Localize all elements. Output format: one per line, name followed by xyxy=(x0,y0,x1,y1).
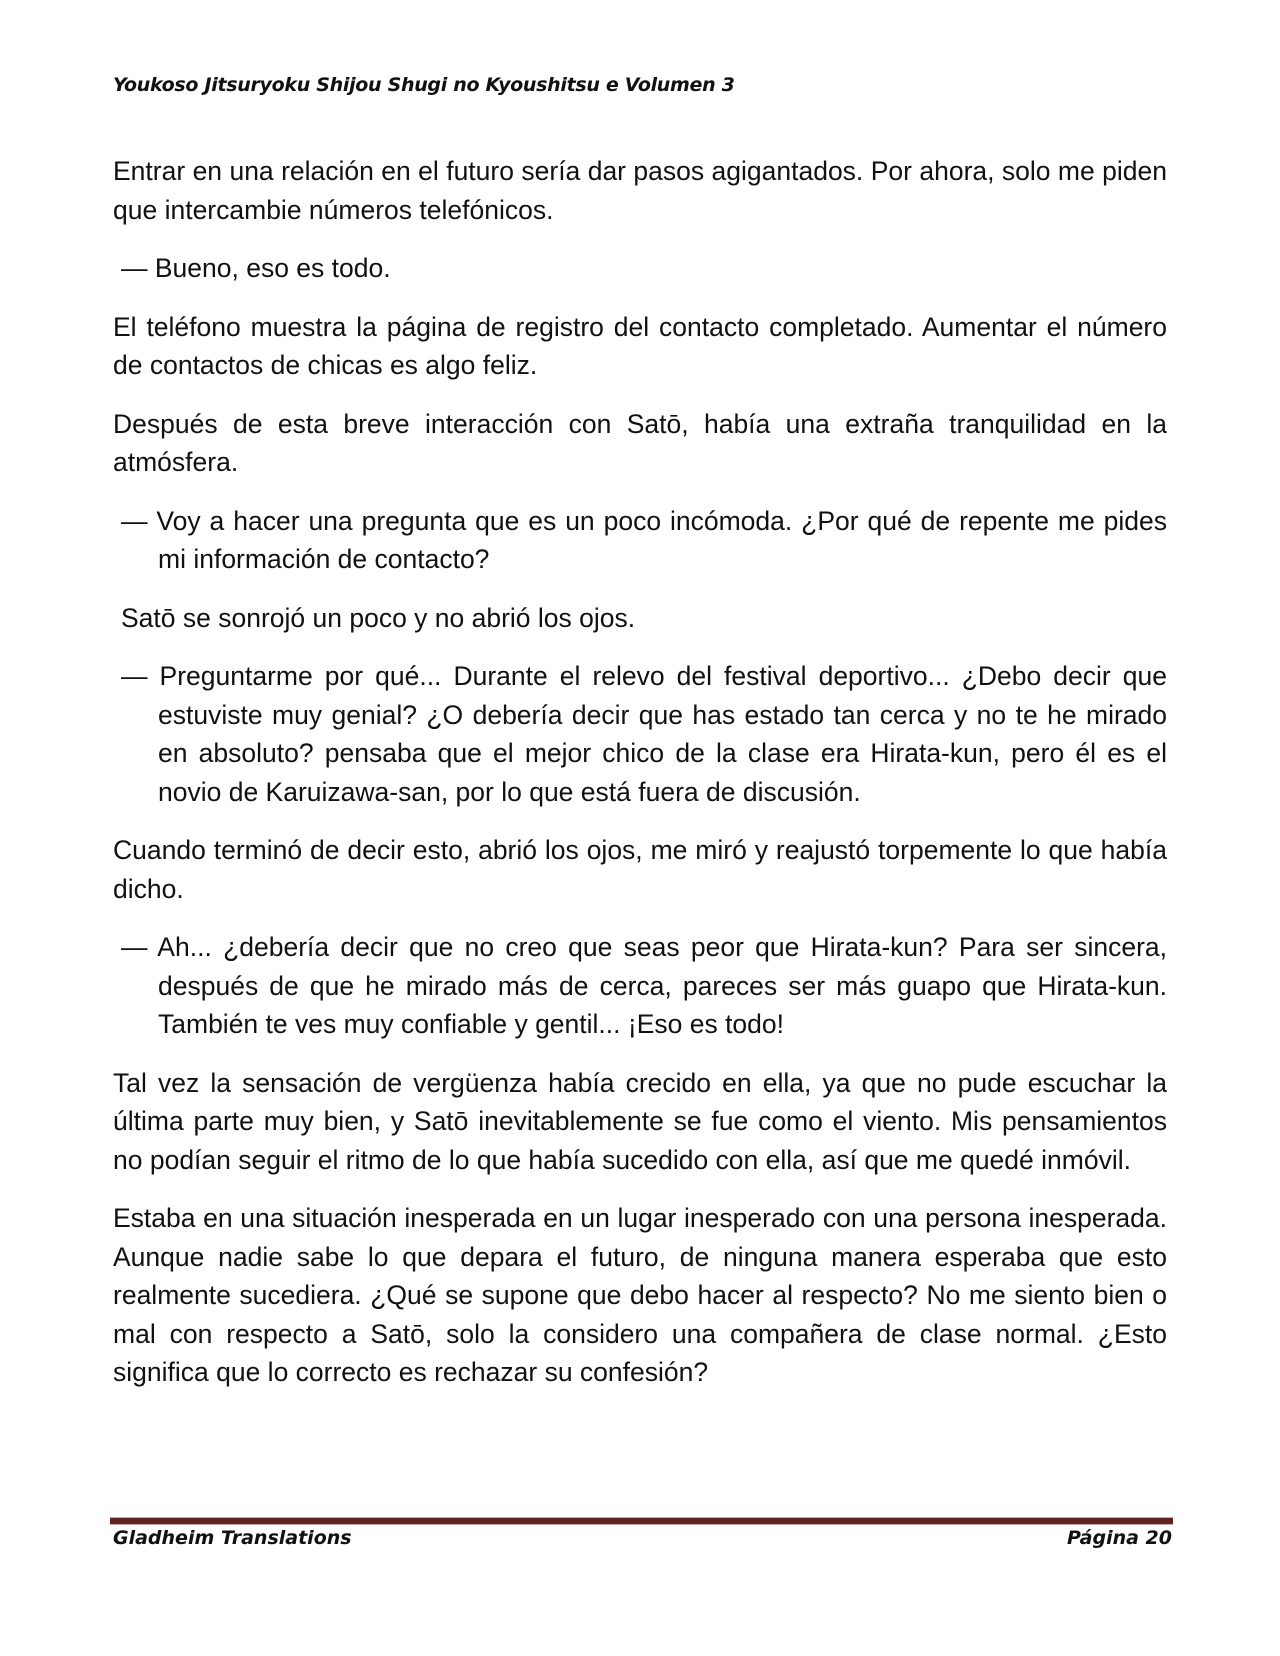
paragraph: Entrar en una relación en el futuro sería dar pasos agigantados. Por ahora, solo me piden que intercambie números telefónicos. xyxy=(113,156,1167,225)
dialog-line: — Voy a hacer una pregunta que es un poco incómoda. ¿Por qué de repente me pides mi información de contacto? xyxy=(121,505,1167,574)
running-header: Youkoso Jitsuryoku Shijou Shugi no Kyoushitsu e Volumen 3 xyxy=(113,74,735,96)
dialog-line: — Bueno, eso es todo. xyxy=(121,253,391,283)
paragraph: Después de esta breve interacción con Satō, había una extraña tranquilidad en la atmósfera. xyxy=(113,408,1167,477)
paragraph: Satō se sonrojó un poco y no abrió los ojos. xyxy=(121,602,636,633)
dialog-line: — Preguntarme por qué... Durante el relevo del festival deportivo... ¿Debo decir que estuviste muy genial? ¿O debería decir que has estado tan cerca y no te he mirado en absoluto? pensaba que el mejor chico de la clase era Hirata-kun, pero él es el novio de Karuizawa-san, por lo que está fuera de discusión. xyxy=(121,661,1167,807)
body-text xyxy=(113,152,1167,1412)
paragraph: Estaba en una situación inesperada en un lugar inesperado con una persona inesperada. Aunque nadie sabe lo que depara el futuro, de ninguna manera esperaba que esto realmente sucediera. ¿Qué se supone que debo hacer al respecto? No me siento bien o mal con respecto a Satō, solo la considero una compañera de clase normal. ¿Esto significa que lo correcto es rechazar su confesión? xyxy=(113,1203,1167,1387)
paragraph: Tal vez la sensación de vergüenza había crecido en ella, ya que no pude escuchar la última parte muy bien, y Satō inevitablemente se fue como el viento. Mis pensamientos no podían seguir el ritmo de lo que había sucedido con ella, así que me quedé inmóvil. xyxy=(113,1067,1167,1175)
page-number: Página 20 xyxy=(1066,1527,1172,1549)
dialog-line: — Ah... ¿debería decir que no creo que seas peor que Hirata-kun? Para ser sincera, después de que he mirado más de cerca, pareces ser más guapo que Hirata-kun. También te ves muy confiable y gentil... ¡Eso es todo! xyxy=(121,932,1167,1039)
paragraph: El teléfono muestra la página de registro del contacto completado. Aumentar el número de contactos de chicas es algo feliz. xyxy=(113,311,1167,380)
footer-translator: Gladheim Translations xyxy=(113,1527,352,1549)
footer-rule xyxy=(110,1517,1173,1525)
paragraph: Cuando terminó de decir esto, abrió los ojos, me miró y reajustó torpemente lo que había dicho. xyxy=(113,835,1167,904)
